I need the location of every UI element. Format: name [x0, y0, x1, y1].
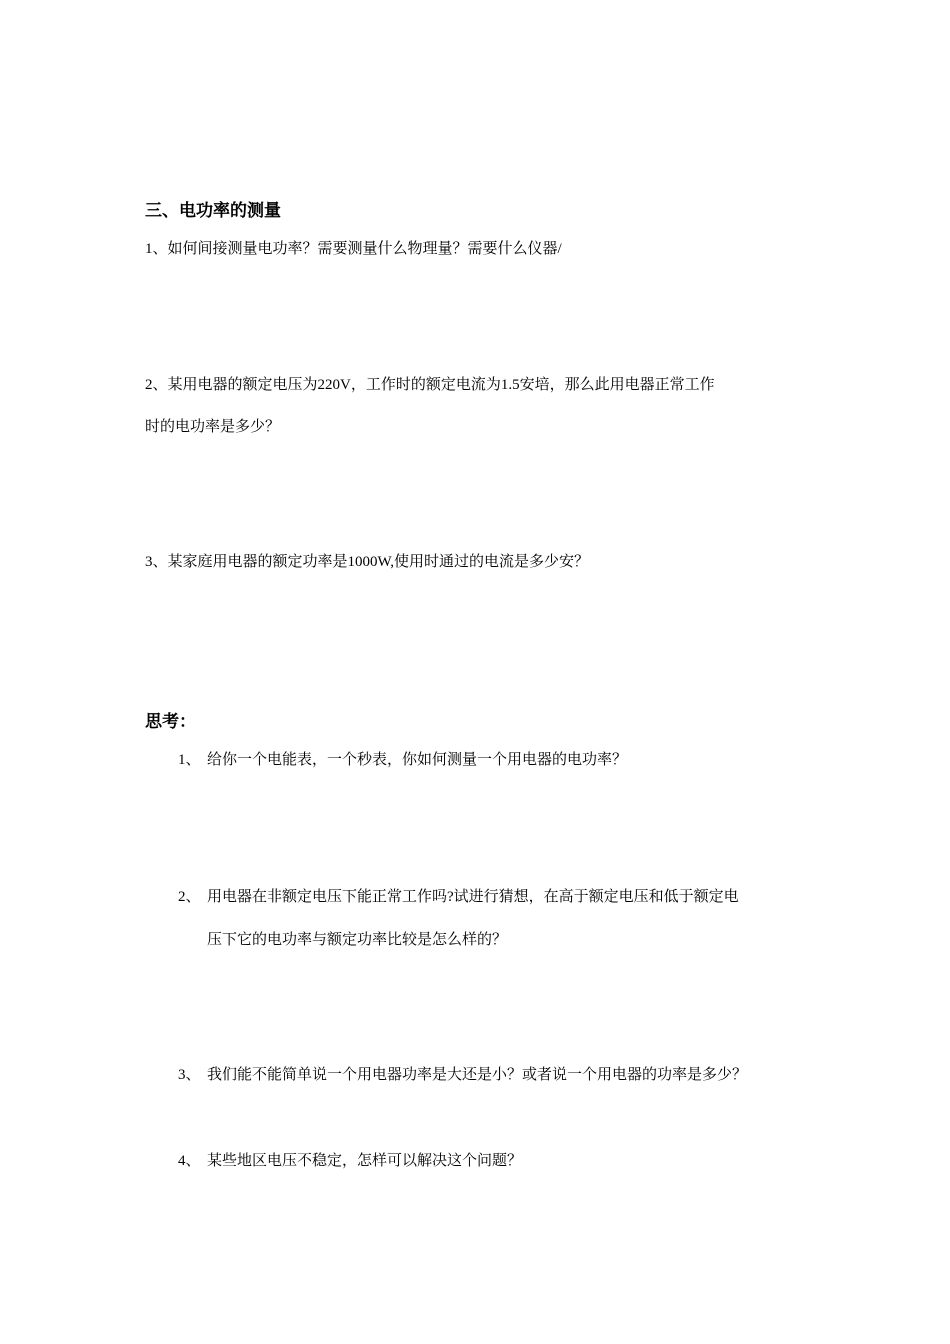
thinking-item-2-number: 2、	[178, 889, 201, 905]
thinking-item-4: 某些地区电压不稳定，怎样可以解决这个问题？	[207, 1153, 523, 1169]
thinking-item-3-number: 3、	[178, 1067, 201, 1083]
section-heading: 三、电功率的测量	[145, 201, 281, 221]
thinking-item-1: 给你一个电能表，一个秒表，你如何测量一个用电器的电功率？	[207, 752, 628, 768]
thinking-item-3: 我们能不能简单说一个用电器功率是大还是小？或者说一个用电器的功率是多少？	[207, 1067, 748, 1083]
question-1: 1、如何间接测量电功率？需要测量什么物理量？需要什么仪器/	[145, 241, 562, 257]
thinking-heading: 思考：	[145, 712, 196, 732]
question-2-line-1: 2、某用电器的额定电压为220V，工作时的额定电流为1.5安培，那么此用电器正常工作	[145, 377, 715, 393]
thinking-item-2-line-2: 压下它的电功率与额定功率比较是怎么样的？	[207, 932, 508, 948]
question-2-line-2: 时的电功率是多少？	[145, 419, 281, 435]
thinking-item-2-line-1: 用电器在非额定电压下能正常工作吗?试进行猜想，在高于额定电压和低于额定电	[207, 889, 739, 905]
question-3: 3、某家庭用电器的额定功率是1000W,使用时通过的电流是多少安？	[145, 554, 590, 570]
thinking-item-4-number: 4、	[178, 1153, 201, 1169]
thinking-item-1-number: 1、	[178, 752, 201, 768]
